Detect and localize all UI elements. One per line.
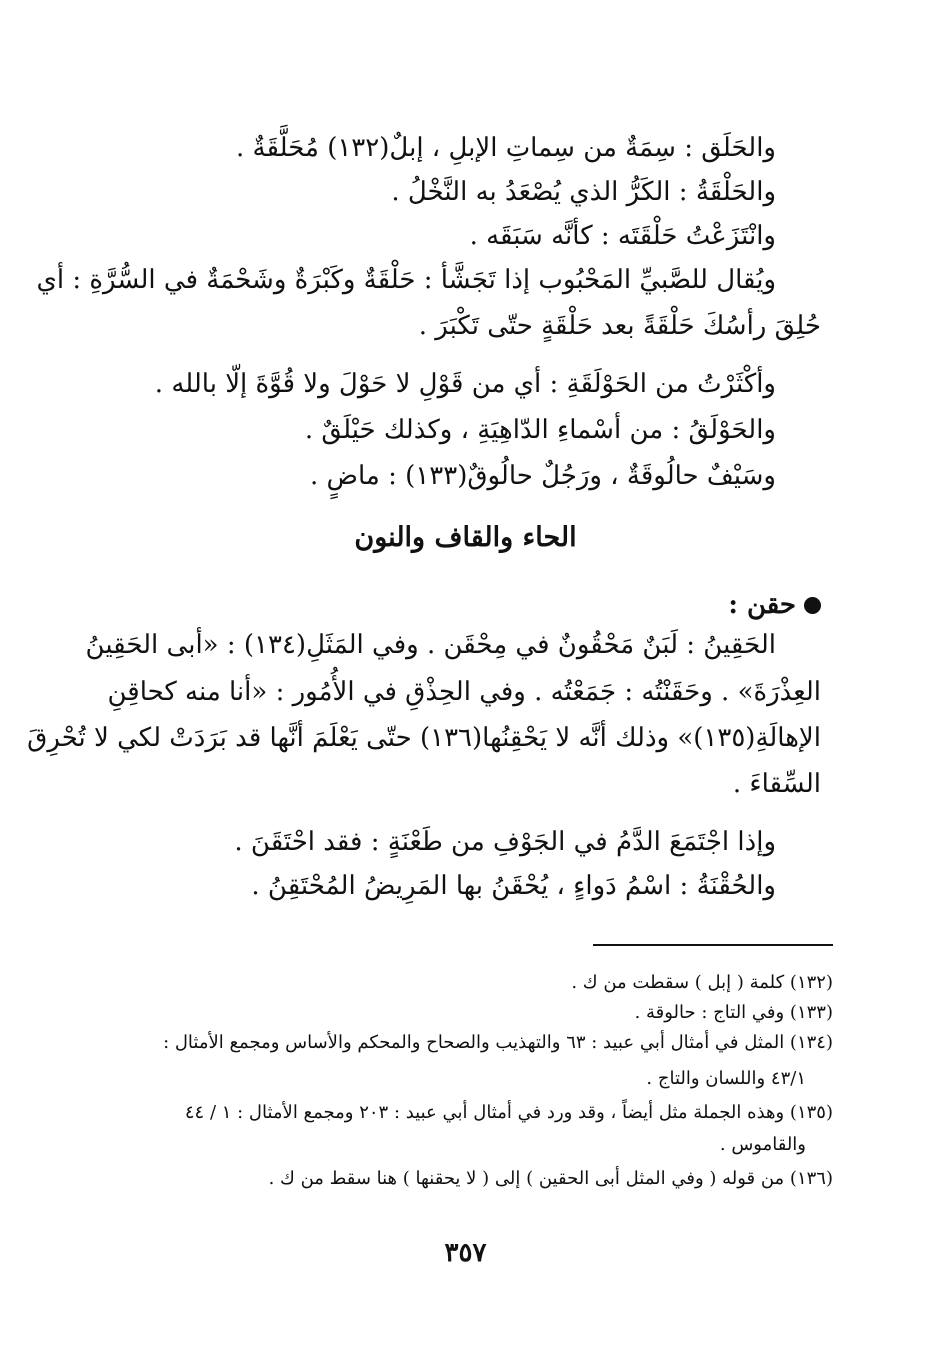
footnote-continuation: ٤٣/١ واللسان والتاج .	[646, 1068, 806, 1089]
footnote: (١٣٣) وفي التاج : حالوقة .	[634, 1002, 833, 1023]
entry-line: الحَقِينُ : لَبَنٌ مَحْقُونٌ في مِحْقَن . وفي المَثَلِ(١٣٤) : «أبى الحَقِينُ	[85, 630, 776, 660]
footnote: (١٣٢) كلمة ( إبل ) سقطت من ك .	[571, 972, 833, 993]
body-line: وسَيْفٌ حالُوقَةٌ ، ورَجُلٌ حالُوقٌ(١٣٣) : ماضٍ .	[310, 461, 776, 491]
entry-line: السِّقاءَ .	[732, 769, 821, 799]
page-number: ٣٥٧	[444, 1238, 487, 1268]
body-line: حُلِقَ رأسُكَ حَلْقَةً بعد حَلْقَةٍ حتّى تَكْبَرَ .	[418, 311, 821, 341]
entry-line: العِذْرَةَ» . وحَقَنْتُه : جَمَعْتُه . وفي الحِذْقِ في الأُمُور : «أنا منه كحاقِنِ	[107, 677, 821, 707]
footnote: (١٣٤) المثل في أمثال أبي عبيد : ٦٣ والتهذيب والصحاح والمحكم والأساس ومجمع الأمثال :	[163, 1032, 833, 1053]
entry-line: الإهالَةِ(١٣٥)» وذلك أنَّه لا يَحْقِنُها(١٣٦) حتّى يَعْلَمَ أنَّها قد بَرَدَتْ لكي لا تُحْرِقَ	[27, 723, 821, 753]
entry-head-label: حقن :	[728, 590, 796, 620]
footnote: (١٣٦) من قوله ( وفي المثل أبى الحقين ) إلى ( لا يحقنها ) هنا سقط من ك .	[268, 1168, 833, 1189]
bullet-icon	[804, 597, 821, 614]
entry-head	[728, 585, 821, 625]
body-line: والحَلْقَةُ : الكَرُّ الذي يُصْعَدُ به النَّخْلُ .	[391, 177, 776, 207]
footnote-continuation: والقاموس .	[719, 1134, 806, 1155]
section-title: الحاء والقاف والنون	[354, 522, 577, 553]
footnote-separator	[593, 944, 833, 946]
body-line: وأكْثَرْتُ من الحَوْلَقَةِ : أي من قَوْلِ لا حَوْلَ ولا قُوَّةَ إلّا بالله .	[154, 369, 776, 399]
footnote: (١٣٥) وهذه الجملة مثل أيضاً ، وقد ورد في أمثال أبي عبيد : ٢٠٣ ومجمع الأمثال : ١ / ٤٤	[184, 1102, 833, 1123]
body-line: والحَلَق : سِمَةٌ من سِماتِ الإبلِ ، إبلٌ(١٣٢) مُحَلَّقَةٌ .	[235, 133, 776, 163]
body-line: وانْتَزَعْتُ حَلْقَتَه : كأنَّه سَبَقَه .	[469, 221, 776, 251]
entry-line: والحُقْنَةُ : اسْمُ دَواءٍ ، يُحْقَنُ بها المَرِيضُ المُحْتَقِنُ .	[251, 871, 776, 901]
body-line: ويُقال للصَّبيِّ المَحْبُوب إذا تَجَشَّأ : حَلْقَةٌ وكَبْرَةٌ وشَحْمَةٌ في السُّرَّةِ : أي	[36, 265, 776, 295]
body-line: والحَوْلَقُ : من أسْماءِ الدّاهِيَةِ ، وكذلك حَيْلَقٌ .	[304, 415, 776, 445]
entry-line: وإذا اجْتَمَعَ الدَّمُ في الجَوْفِ من طَعْنَةٍ : فقد احْتَقَنَ .	[234, 827, 776, 857]
